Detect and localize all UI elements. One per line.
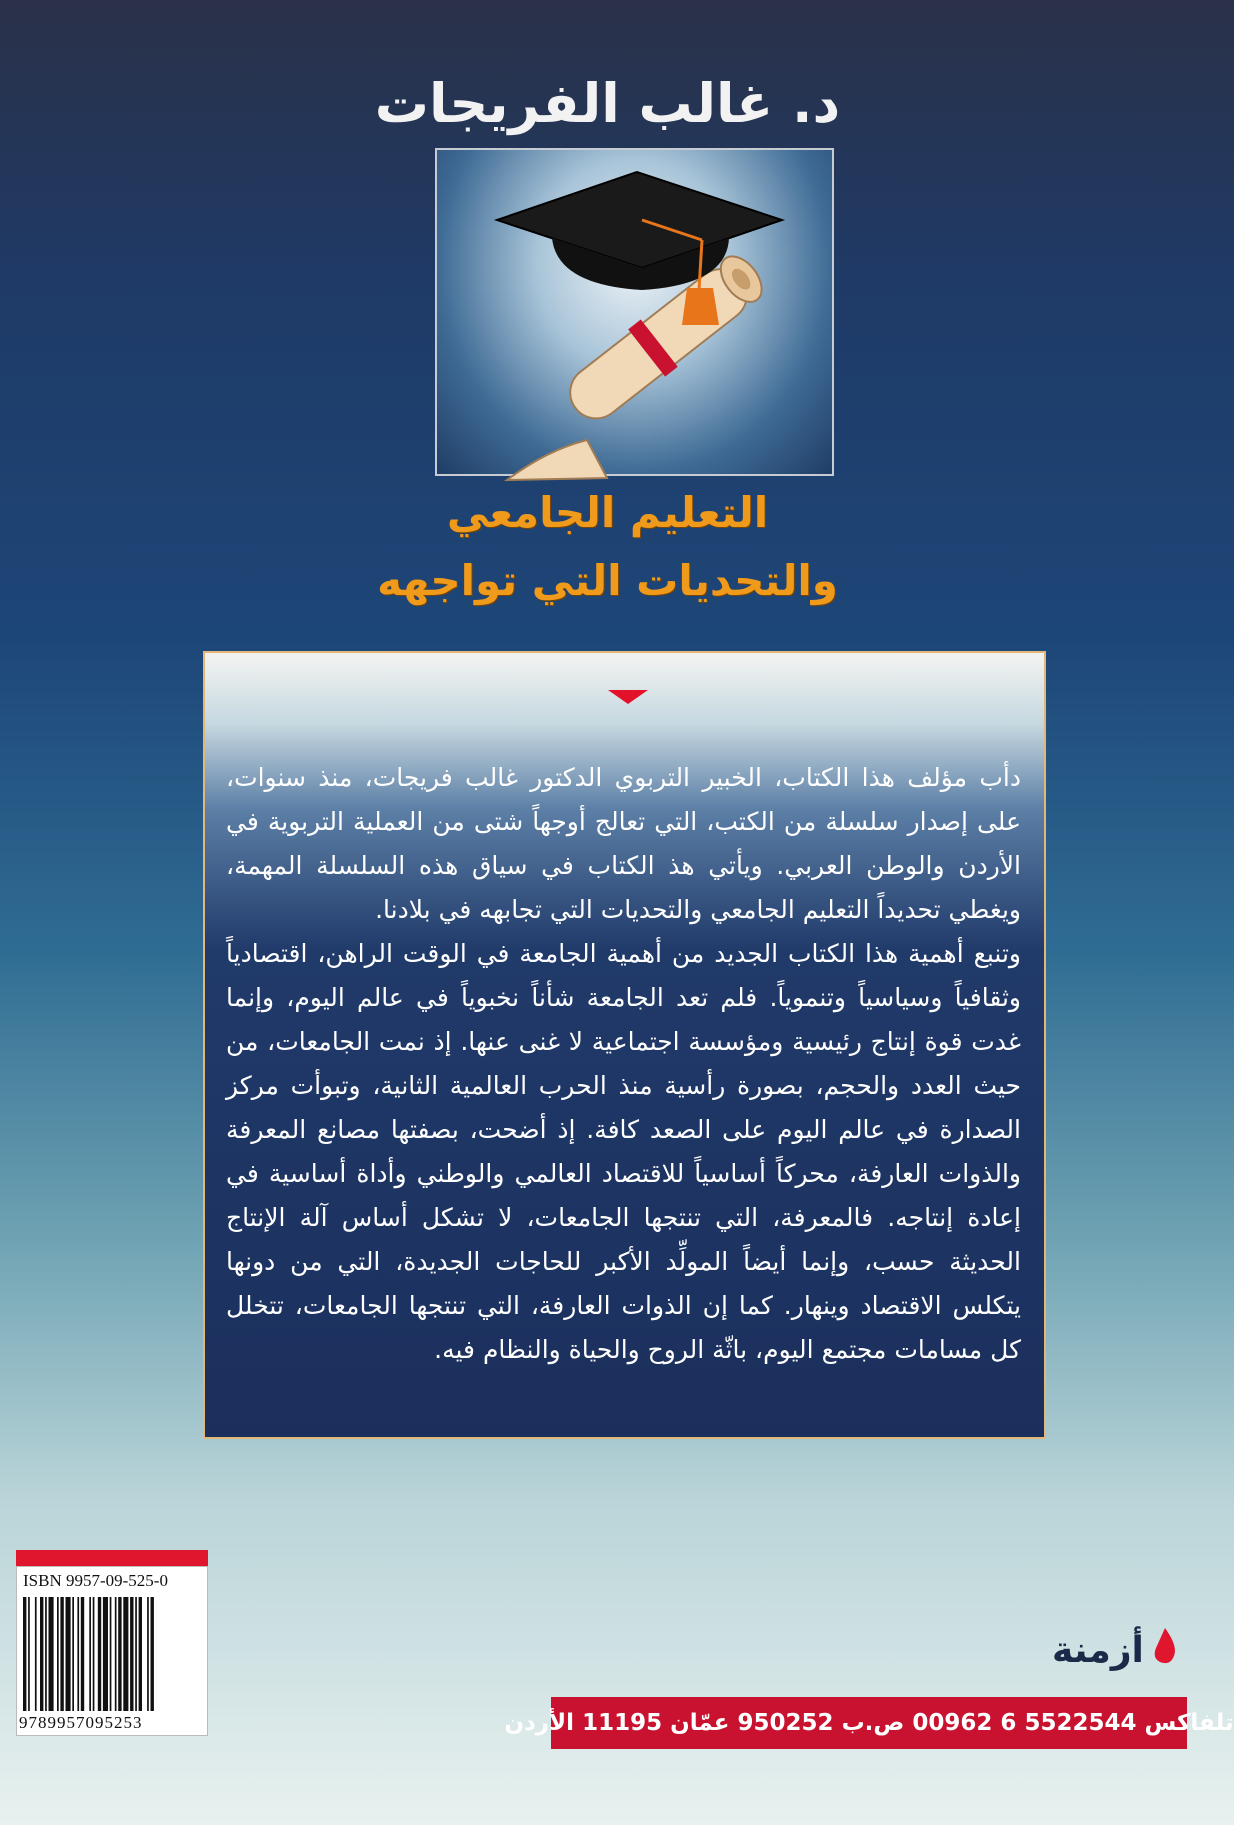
blurb-paragraph-2: وتنبع أهمية هذا الكتاب الجديد من أهمية الجامعة في الوقت الراهن، اقتصادياً وثقافياً وسياسياً وتنموياً. فلم تعد الجامعة شأناً نخبوياً في عالم اليوم، وإنما غدت قوة إنتاج رئيسية ومؤسسة اجتماعية لا غنى عنها. إذ نمت الجامعات، من حيث العدد والحجم، بصورة رأسية منذ الحرب العالمية الثانية، وتبوأت مركز الصدارة في عالم اليوم على الصعد كافة. إذ أضحت، بصفتها مصانع المعرفة والذوات العارفة، محركاً أساسياً للاقتصاد العالمي والوطني وأداة أساسية في إعادة إنتاجه. فالمعرفة، التي تنتجها الجامعات، لا تشكل أساس آلة الإنتاج الحديثة حسب، وإنما أيضاً المولِّد الأكبر للحاجات الجديدة، التي من دونها يتكلس الاقتصاد وينهار. كما إن الذوات العارفة، التي تنتجها الجامعات، تتخلل كل مسامات مجتمع اليوم، باثّة الروح والحياة والنظام فيه. — [226, 939, 1021, 1364]
barcode-bar — [57, 1597, 59, 1711]
publisher-drop-icon — [1150, 1626, 1180, 1666]
barcode-bar — [49, 1597, 54, 1711]
barcode-bar — [115, 1597, 117, 1711]
barcode-bar — [28, 1597, 30, 1711]
barcode-bar — [35, 1597, 37, 1711]
barcode-bar — [98, 1597, 101, 1711]
book-title-line-2: والتحديات التي تواجهه — [377, 556, 838, 605]
isbn-accent-bar — [16, 1550, 208, 1566]
barcode-bar — [77, 1597, 79, 1711]
publisher-name: أزمنة — [1052, 1630, 1144, 1671]
barcode-bar — [23, 1597, 26, 1711]
barcode-bar — [123, 1597, 128, 1711]
cover-illustration — [435, 148, 834, 476]
barcode-bar — [151, 1597, 154, 1711]
book-title-line-1: التعليم الجامعي — [446, 488, 769, 537]
barcode-bar — [139, 1597, 142, 1711]
isbn-label: ISBN 9957-09-525-0 — [23, 1571, 168, 1590]
blurb-text — [226, 756, 1021, 1372]
barcode-bar — [103, 1597, 108, 1711]
barcode-icon — [23, 1597, 203, 1711]
graduation-cap-diploma-icon — [437, 150, 836, 478]
barcode-bar — [118, 1597, 121, 1711]
barcode-bar — [89, 1597, 91, 1711]
barcode-bar — [60, 1597, 63, 1711]
barcode-bar — [72, 1597, 74, 1711]
tassel — [682, 288, 719, 325]
isbn-digits: 9789957095253 — [19, 1713, 143, 1732]
barcode-bar — [135, 1597, 137, 1711]
blurb-marker-icon — [608, 690, 648, 704]
barcode-bar — [40, 1597, 43, 1711]
barcode-bar — [147, 1597, 149, 1711]
contact-bar: تلفاكس 5522544 6 00962 ص.ب 950252 عمّان 11195 الأردن — [551, 1697, 1187, 1749]
author-name: د. غالب الفريجات — [374, 72, 841, 135]
barcode-bar — [45, 1597, 47, 1711]
barcode-bar — [66, 1597, 71, 1711]
barcode-bar — [93, 1597, 95, 1711]
barcode-bar — [130, 1597, 133, 1711]
blurb-paragraph-1: دأب مؤلف هذا الكتاب، الخبير التربوي الدكتور غالب فريجات، منذ سنوات، على إصدار سلسلة من الكتب، التي تعالج أوجهاً شتى من العملية التربوية في الأردن والوطن العربي. ويأتي هذ الكتاب في سياق هذه السلسلة المهمة، ويغطي تحديداً التعليم الجامعي والتحديات التي تجابهه في بلادنا. — [226, 763, 1021, 924]
barcode-bar — [81, 1597, 84, 1711]
isbn-barcode-box — [16, 1566, 208, 1736]
barcode-bar — [110, 1597, 112, 1711]
mortarboard-top — [497, 172, 782, 268]
